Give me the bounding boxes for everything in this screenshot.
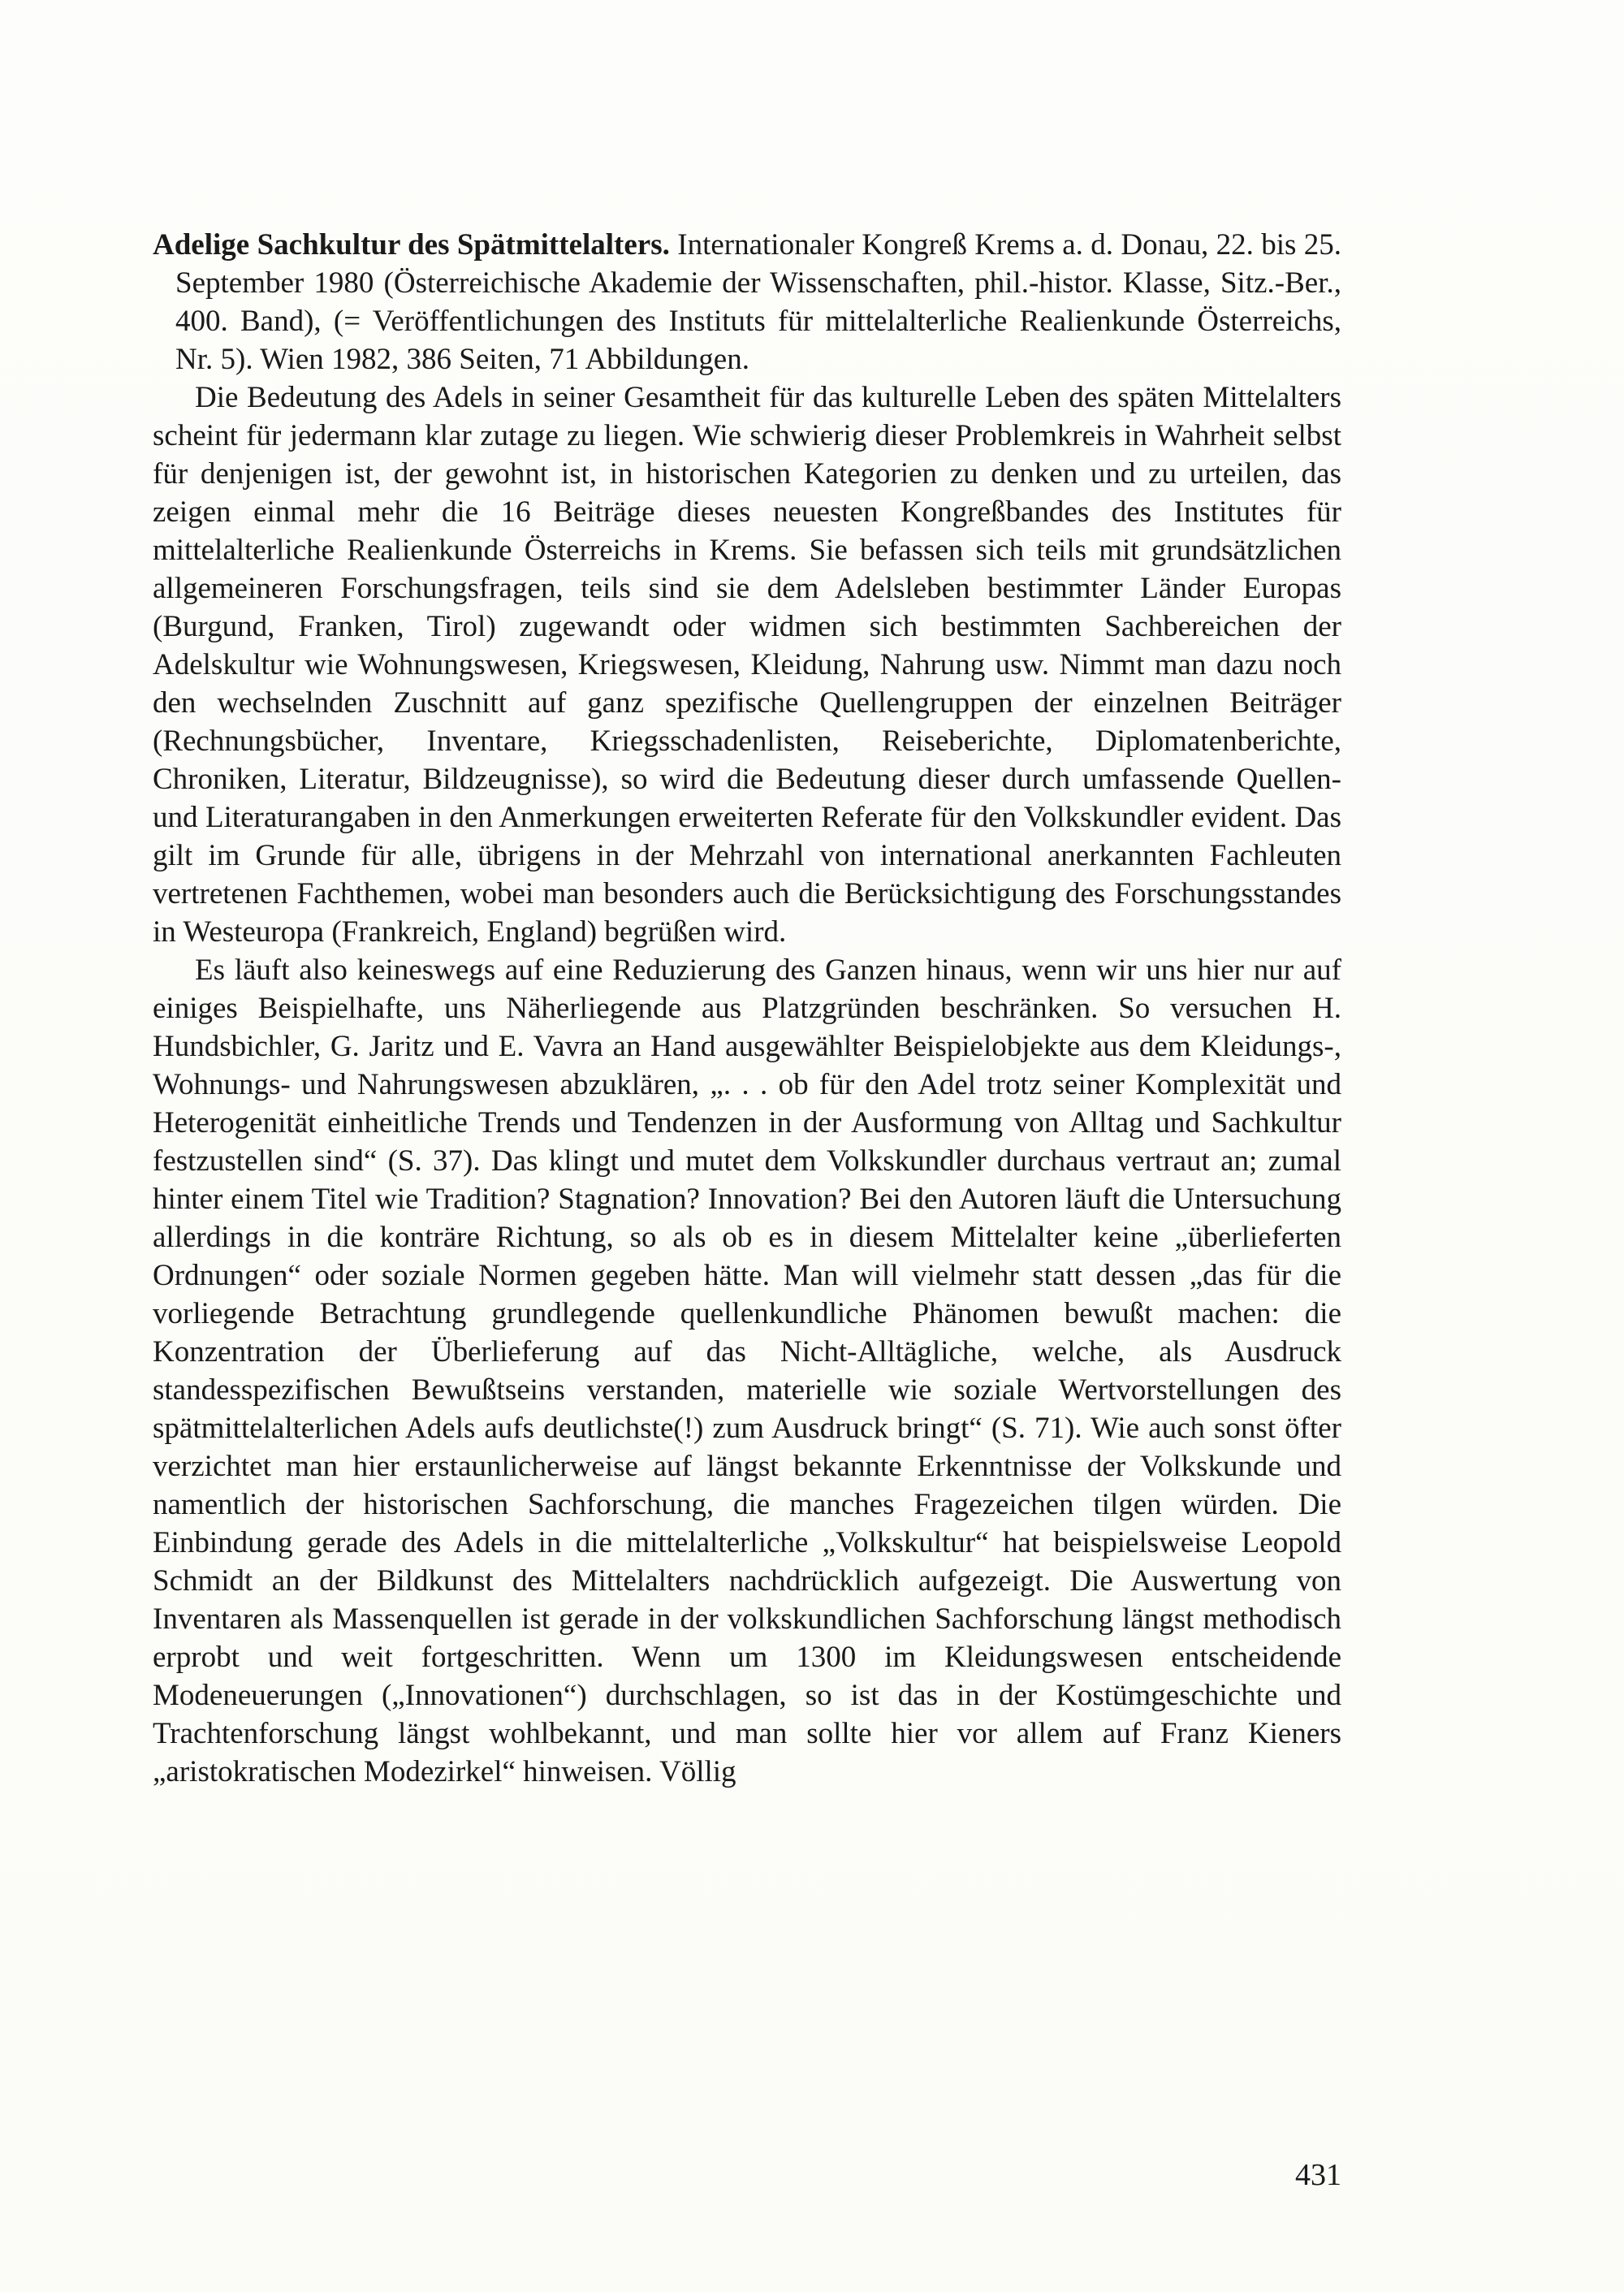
entry-details: Internationaler Kongreß Krems a. d. Donau, 22. bis 25. September 1980 (Österreichische Akademie der Wissenschaften, phil.-histor. Klasse, Sitz.-Ber., 400. Band), (= Veröffentlichungen des Instituts für mittelalterliche Realienkunde Österreichs, Nr. 5). Wien 1982, 386 Seiten, 71 Abbildungen. [175,228,1342,376]
bibliographic-entry [153,226,1341,378]
page-number: 431 [1295,2158,1341,2192]
entry-title: Adelige Sachkultur des Spätmittelalters. [153,228,670,262]
review-text-block [153,226,1341,1791]
review-paragraph-1: Die Bedeutung des Adels in seiner Gesamtheit für das kulturelle Leben des späten Mittelalters scheint für jedermann klar zutage zu liegen. Wie schwierig dieser Problemkreis in Wahrheit selbst für denjenigen ist, der gewohnt ist, in historischen Kategorien zu denken und zu urteilen, das zeigen einmal mehr die 16 Beiträge dieses neuesten Kongreßbandes des Institutes für mittelalterliche Realienkunde Österreichs in Krems. Sie befassen sich teils mit grundsätzlichen allgemeineren Forschungsfragen, teils sind sie dem Adelsleben bestimmter Länder Europas (Burgund, Franken, Tirol) zugewandt oder widmen sich bestimmten Sachbereichen der Adelskultur wie Wohnungswesen, Kriegswesen, Kleidung, Nahrung usw. Nimmt man dazu noch den wechselnden Zuschnitt auf ganz spezifische Quellengruppen der einzelnen Beiträger (Rechnungsbücher, Inventare, Kriegsschadenlisten, Reiseberichte, Diplomatenberichte, Chroniken, Literatur, Bildzeugnisse), so wird die Bedeutung dieser durch umfassende Quellen- und Literaturangaben in den Anmerkungen erweiterten Referate für den Volkskundler evident. Das gilt im Grunde für alle, übrigens in der Mehrzahl von international anerkannten Fachleuten vertretenen Fachthemen, wobei man besonders auch die Berücksichtigung des Forschungsstandes in Westeuropa (Frankreich, England) begrüßen wird. [153,381,1341,949]
review-paragraph-2: Es läuft also keineswegs auf eine Reduzierung des Ganzen hinaus, wenn wir uns hier nur auf einiges Beispielhafte, uns Näherliegende aus Platzgründen beschränken. So versuchen H. Hundsbichler, G. Jaritz und E. Vavra an Hand ausgewählter Beispielobjekte aus dem Kleidungs-, Wohnungs- und Nahrungswesen abzuklären, „. . . ob für den Adel trotz seiner Komplexität und Heterogenität einheitliche Trends und Tendenzen in der Ausformung von Alltag und Sachkultur festzustellen sind“ (S. 37). Das klingt und mutet dem Volkskundler durchaus vertraut an; zumal hinter einem Titel wie Tradition? Stagnation? Innovation? Bei den Autoren läuft die Untersuchung allerdings in die konträre Richtung, so als ob es in diesem Mittelalter keine „überlieferten Ordnungen“ oder soziale Normen gegeben hätte. Man will vielmehr statt dessen „das für die vorliegende Betrachtung grundlegende quellenkundliche Phänomen bewußt machen: die Konzentration der Überlieferung auf das Nicht-Alltägliche, welche, als Ausdruck standesspezifischen Bewußtseins verstanden, materielle wie soziale Wertvorstellungen des spätmittelalterlichen Adels aufs deutlichste(!) zum Ausdruck bringt“ (S. 71). Wie auch sonst öfter verzichtet man hier erstaunlicherweise auf längst bekannte Erkenntnisse der Volkskunde und namentlich der historischen Sachforschung, die manches Fragezeichen tilgen würden. Die Einbindung gerade des Adels in die mittelalterliche „Volkskultur“ hat beispielsweise Leopold Schmidt an der Bildkunst des Mittelalters nachdrücklich aufgezeigt. Die Auswertung von Inventaren als Massenquellen ist gerade in der volkskundlichen Sachforschung längst methodisch erprobt und weit fortgeschritten. Wenn um 1300 im Kleidungswesen entscheidende Modeneuerungen („Innovationen“) durchschlagen, so ist das in der Kostümgeschichte und Trachtenforschung längst wohlbekannt, und man sollte hier vor allem auf Franz Kieners „aristokratischen Modezirkel“ hinweisen. Völlig [153,954,1341,1788]
